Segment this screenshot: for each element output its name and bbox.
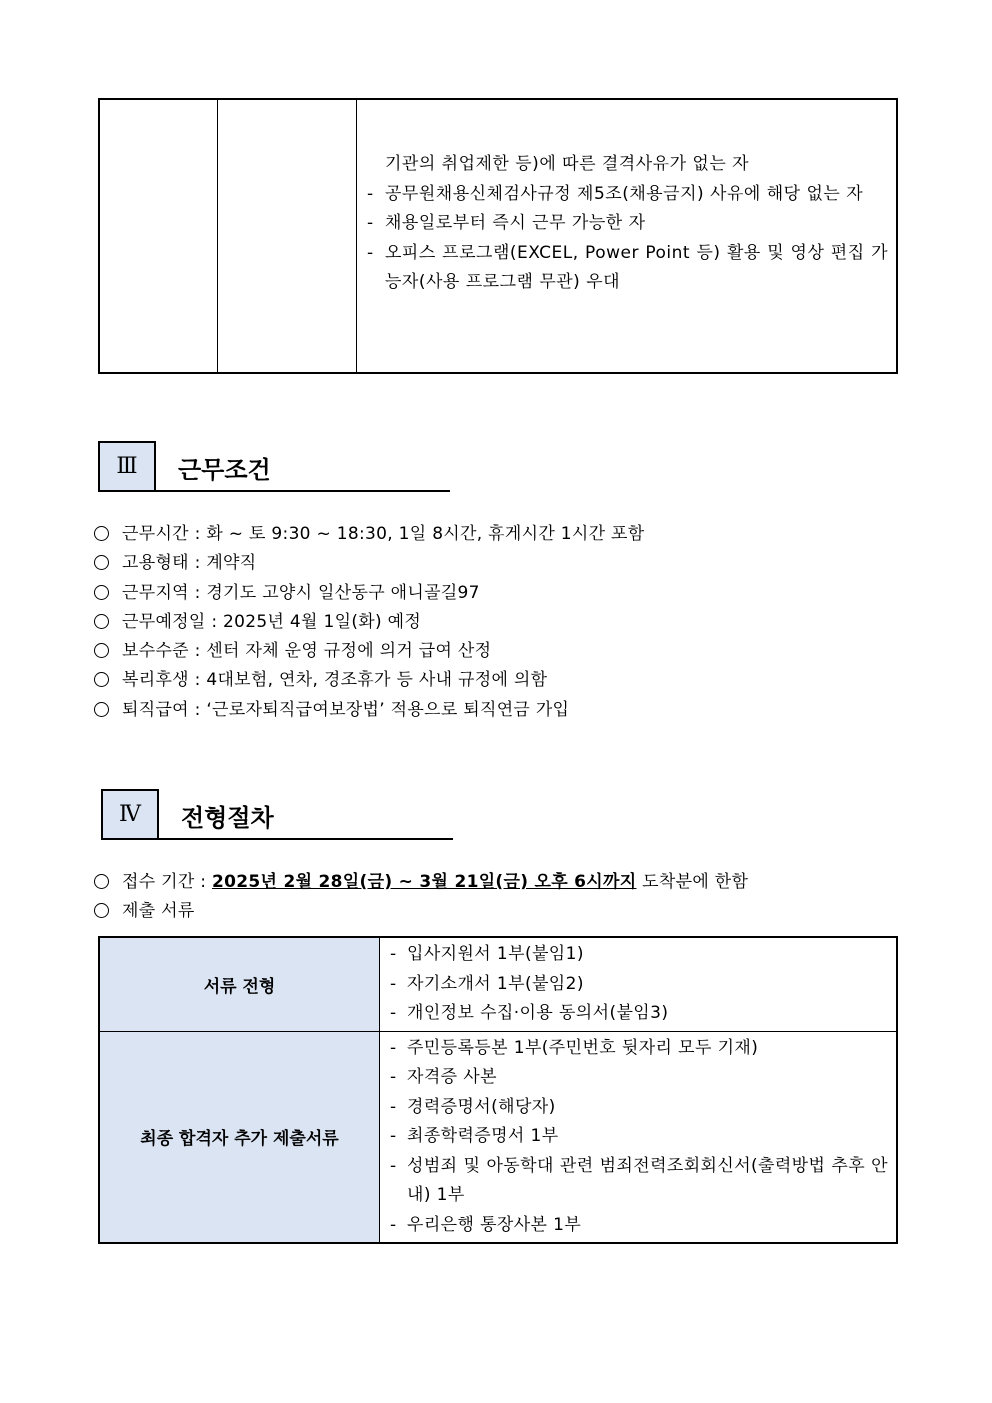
requirement-line: - 오피스 프로그램(EXCEL, Power Point 등) 활용 및 영상 편집 가능자(사용 프로그램 무관) 우대: [367, 239, 888, 298]
application-deadline: 2025년 2월 28일(금) ~ 3월 21일(금) 오후 6시까지: [212, 872, 637, 892]
circle-bullet-icon: [94, 643, 109, 658]
requirement-line: - 공무원채용신체검사규정 제5조(채용금지) 사유에 해당 없는 자: [367, 180, 888, 210]
submission-docs-label: 제출 서류: [94, 897, 748, 926]
circle-bullet-icon: [94, 672, 109, 687]
requirements-col-category: [100, 100, 218, 372]
document-category: 최종 합격자 추가 제출서류: [99, 1031, 380, 1243]
requirements-col-content: [357, 100, 896, 372]
list-item: - 우리은행 통장사본 1부: [388, 1211, 888, 1241]
list-item: - 주민등록등본 1부(주민번호 뒷자리 모두 기재): [388, 1034, 888, 1064]
circle-bullet-icon: [94, 555, 109, 570]
section-3-underline: [156, 490, 450, 492]
list-item: 퇴직급여 : ‘근로자퇴직급여보장법’ 적용으로 퇴직연금 가입: [94, 696, 644, 725]
section-3-header: [98, 441, 450, 492]
circle-bullet-icon: [94, 874, 109, 889]
list-item: 근무시간 : 화 ~ 토 9:30 ~ 18:30, 1일 8시간, 휴게시간 1시간 포함: [94, 520, 644, 549]
list-item: - 최종학력증명서 1부: [388, 1122, 888, 1152]
list-item: 복리후생 : 4대보험, 연차, 경조휴가 등 사내 규정에 의함: [94, 666, 644, 695]
application-period: 접수 기간 : 2025년 2월 28일(금) ~ 3월 21일(금) 오후 6시까지 도착분에 한함: [94, 868, 748, 897]
requirements-col-sub: [218, 100, 357, 372]
circle-bullet-icon: [94, 585, 109, 600]
section-4-header: [101, 789, 453, 840]
requirement-line: - 채용일로부터 즉시 근무 가능한 자: [367, 209, 888, 239]
list-item: 근무예정일 : 2025년 4월 1일(화) 예정: [94, 608, 644, 637]
document-list: [380, 1031, 898, 1243]
circle-bullet-icon: [94, 903, 109, 918]
requirement-line: 기관의 취업제한 등)에 따른 결격사유가 없는 자: [385, 154, 750, 174]
list-item: - 개인정보 수집·이용 동의서(붙임3): [388, 999, 888, 1029]
documents-table: [98, 936, 898, 1244]
list-item: - 성범죄 및 아동학대 관련 범죄전력조회회신서(출력방법 추후 안내) 1부: [388, 1152, 888, 1211]
table-row: [99, 937, 897, 1031]
list-item: 보수수준 : 센터 자체 운영 규정에 의거 급여 산정: [94, 637, 644, 666]
work-conditions-list: [94, 520, 644, 725]
requirements-table: [98, 98, 898, 374]
circle-bullet-icon: [94, 702, 109, 717]
selection-process-list: [94, 868, 748, 927]
document-list: [380, 937, 898, 1031]
table-row: [99, 1031, 897, 1243]
list-item: 고용형태 : 계약직: [94, 549, 644, 578]
section-3-numeral: Ⅲ: [98, 441, 156, 492]
list-item: - 자기소개서 1부(붙임2): [388, 970, 888, 1000]
list-item: - 자격증 사본: [388, 1063, 888, 1093]
circle-bullet-icon: [94, 526, 109, 541]
list-item: - 입사지원서 1부(붙임1): [388, 940, 888, 970]
list-item: 근무지역 : 경기도 고양시 일산동구 애니골길97: [94, 579, 644, 608]
section-4-numeral: Ⅳ: [101, 789, 159, 840]
section-3-title: 근무조건: [178, 456, 271, 484]
list-item: - 경력증명서(해당자): [388, 1093, 888, 1123]
circle-bullet-icon: [94, 614, 109, 629]
section-4-underline: [159, 838, 453, 840]
section-4-title: 전형절차: [181, 804, 274, 832]
document-category: 서류 전형: [99, 937, 380, 1031]
